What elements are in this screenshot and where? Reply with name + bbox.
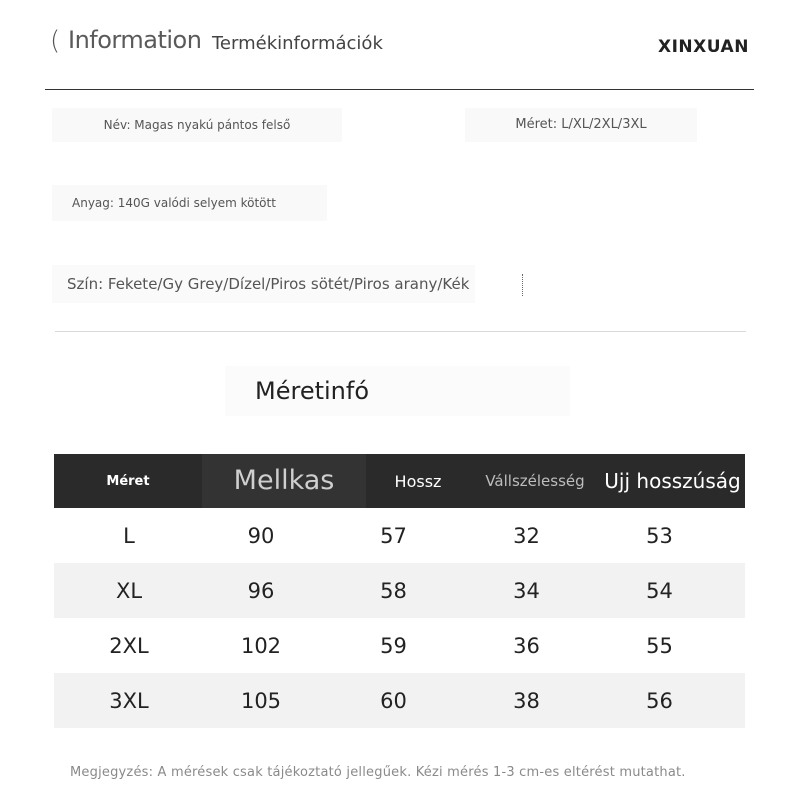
cell-shoulder: 36 bbox=[513, 633, 540, 658]
cell-shoulder: 34 bbox=[513, 578, 540, 603]
cell-size: 3XL bbox=[109, 688, 149, 713]
cell-length: 59 bbox=[380, 633, 407, 658]
product-material: Anyag: 140G valódi selyem kötött bbox=[52, 185, 327, 221]
cell-size: XL bbox=[115, 578, 143, 603]
cell-shoulder: 38 bbox=[513, 688, 540, 713]
cell-chest: 105 bbox=[240, 688, 282, 713]
table-row bbox=[54, 563, 745, 618]
cell-length: 58 bbox=[380, 578, 407, 603]
header-subtitle: Termékinformációk bbox=[212, 33, 383, 54]
cell-chest: 102 bbox=[240, 633, 282, 658]
size-info-title: Méretinfó bbox=[225, 366, 570, 416]
header-paren: ( bbox=[50, 26, 61, 56]
header-shoulder: Vállszélesség bbox=[485, 472, 585, 490]
table-row bbox=[54, 508, 745, 563]
table-header bbox=[54, 454, 745, 508]
table-row bbox=[54, 618, 745, 673]
measurement-note: Megjegyzés: A mérések csak tájékoztató jellegűek. Kézi mérés 1-3 cm-es eltérést mutathat. bbox=[70, 765, 686, 780]
cell-length: 57 bbox=[380, 523, 407, 548]
header-divider bbox=[45, 89, 754, 90]
cell-sleeve: 53 bbox=[646, 523, 673, 548]
brand-logo: XINXUAN bbox=[658, 37, 749, 57]
cell-size: L bbox=[123, 523, 135, 548]
cell-sleeve: 54 bbox=[646, 578, 673, 603]
cell-chest: 96 bbox=[247, 578, 275, 603]
cell-chest: 90 bbox=[247, 523, 275, 548]
color-marker bbox=[520, 274, 523, 296]
cell-size: 2XL bbox=[109, 633, 149, 658]
product-colors: Szín: Fekete/Gy Grey/Dízel/Piros sötét/Piros arany/Kék bbox=[52, 265, 475, 303]
header-chest: Mellkas bbox=[202, 454, 366, 508]
cell-sleeve: 56 bbox=[646, 688, 673, 713]
size-table bbox=[54, 454, 745, 728]
header-sleeve: Ujj hosszúság bbox=[604, 469, 741, 493]
header-length: Hossz bbox=[394, 471, 442, 491]
cell-sleeve: 55 bbox=[646, 633, 673, 658]
table-row bbox=[54, 673, 745, 728]
cell-length: 60 bbox=[380, 688, 407, 713]
product-name: Név: Magas nyakú pántos felső bbox=[52, 108, 342, 142]
header-size: Méret bbox=[106, 473, 150, 489]
header-title: Information bbox=[68, 26, 202, 54]
product-sizes: Méret: L/XL/2XL/3XL bbox=[465, 108, 697, 142]
cell-shoulder: 32 bbox=[513, 523, 540, 548]
section-divider bbox=[55, 331, 746, 332]
